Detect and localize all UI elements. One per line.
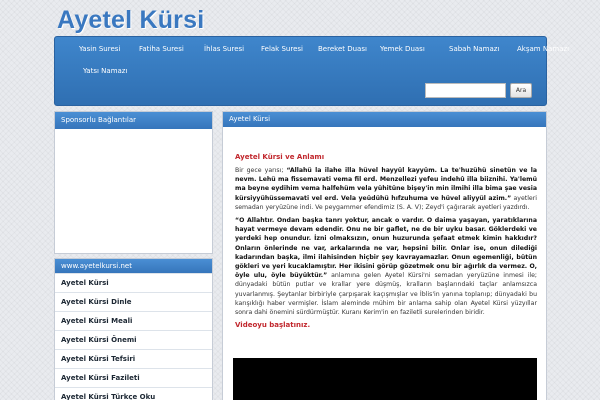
sidebar-link-turkce-oku[interactable]: Ayetel Kürsi Türkçe Oku [55,387,212,400]
site-logo[interactable]: Ayetel Kürsi [57,6,205,34]
nav-item-yatsi[interactable]: Yatsı Namazı [83,67,128,75]
main-content-box [222,111,547,400]
video-player[interactable] [233,358,537,400]
sidebar-link-fazileti[interactable]: Ayetel Kürsi Fazileti [55,368,212,387]
paragraph-2-tail: anlamına gelen Ayetel Kürsi'ni semadan yeryüzüne inmesi ile; dünyadaki bütün putlar ve krallar yere düşmüş, kralların başlarındaki taçlar anlamsızca yuvarlanmış. Şeytanlar birbiriyle çarpışarak kaçışmışlar ve İblis'in yanına toplanıp; dünyadaki bu karışıklığı haber vermişler. İslam aleminde mühim bir anlama sahip olan Ayetel Kürsi yüzyıllar sonra dahi önemini sürdürmüştür. Kuranı Kerim'in en faziletli surelerinden biridir. [235,272,537,317]
nav-item-sabah[interactable]: Sabah Namazı [449,45,500,53]
site-links-title: www.ayetelkursi.net [55,259,212,273]
site-links-box [54,258,213,400]
sidebar-link-tefsiri[interactable]: Ayetel Kürsi Tefsiri [55,349,212,368]
main-box-title: Ayetel Kürsi [223,112,546,127]
nav-item-ihlas[interactable]: İhlas Suresi [204,45,245,53]
paragraph-2-meal: “O Allahtır. Ondan başka tanrı yoktur, ancak o vardır. O daima yaşayan, yaratıklarına hayat vermeye devam edendir. Onu ne bir gaflet, ne de bir uyku basar. Göklerdeki ve yerdeki hep onundur. İzni olmaksızın, onun huzurunda şefaat etmek kimin hakkıdır? Onların önlerinde ne var, arkalarında ne var, hepsini bilir. Onlar ise, onun dilediği kadarından başka, ilmi ilahisinden hiçbir şey kavrayamazlar. Onun egemenliği, bütün gökleri ve yeri kucaklamıştır. Her ikisini görüp gözetmek onu bir ağırlık da vermez. O, öyle ulu, öyle büyüktür.” [235,217,537,280]
paragraph-1-ayet: “Allahü la ilahe illa hüvel hayyül kayyüm. La te'huzühü sinetün ve la nevm. Lehü ma fissemavati vema fil erd. Menzellezi yefeu indehû illa biiznihi. Ya'lemü ma beyne eydihim vema halfehüm vela yühitüne bişey'in min ilmihi illa bima şae vesia kürsiyyühüssemavati vel erd. Vela yeüdühü hıfzuhuma ve hüvel aliyyül azim.” [235,167,537,202]
nav-item-aksam[interactable]: Akşam Namazı [517,45,570,53]
sponsor-box [54,111,213,254]
video-title: Videoyu başlatınız. [235,321,311,330]
search-button[interactable]: Ara [510,83,532,98]
nav-item-yemek[interactable]: Yemek Duası [380,45,425,53]
sidebar-link-dinle[interactable]: Ayetel Kürsi Dinle [55,292,212,311]
paragraph-1-tail: ayetleri semadan yeryüzüne indi. Ve peygammer efendimiz (S. A. V); Zeyd'i çağırarak ayetleri yazdırdı. [235,194,537,211]
article-content [223,127,546,329]
paragraph-1-lead: Bir gece yarısı; [235,167,287,174]
article-title: Ayetel Kürsi ve Anlamı [235,153,325,161]
article-paragraph-1 [235,166,537,212]
search-input[interactable] [425,83,506,98]
sidebar-link-onemi[interactable]: Ayetel Kürsi Önemi [55,330,212,349]
article-paragraph-2 [235,216,537,317]
sponsor-box-title: Sponsorlu Bağlantılar [55,112,212,129]
nav-item-yasin[interactable]: Yasin Suresi [79,45,121,53]
nav-item-felak[interactable]: Felak Suresi [261,45,303,53]
nav-item-fatiha[interactable]: Fatiha Suresi [139,45,184,53]
sidebar-link-meali[interactable]: Ayetel Kürsi Meali [55,311,212,330]
nav-item-bereket[interactable]: Bereket Duası [318,45,367,53]
sidebar-link-ayetel-kursi[interactable]: Ayetel Kürsi [55,273,212,292]
main-navbar [54,36,570,106]
